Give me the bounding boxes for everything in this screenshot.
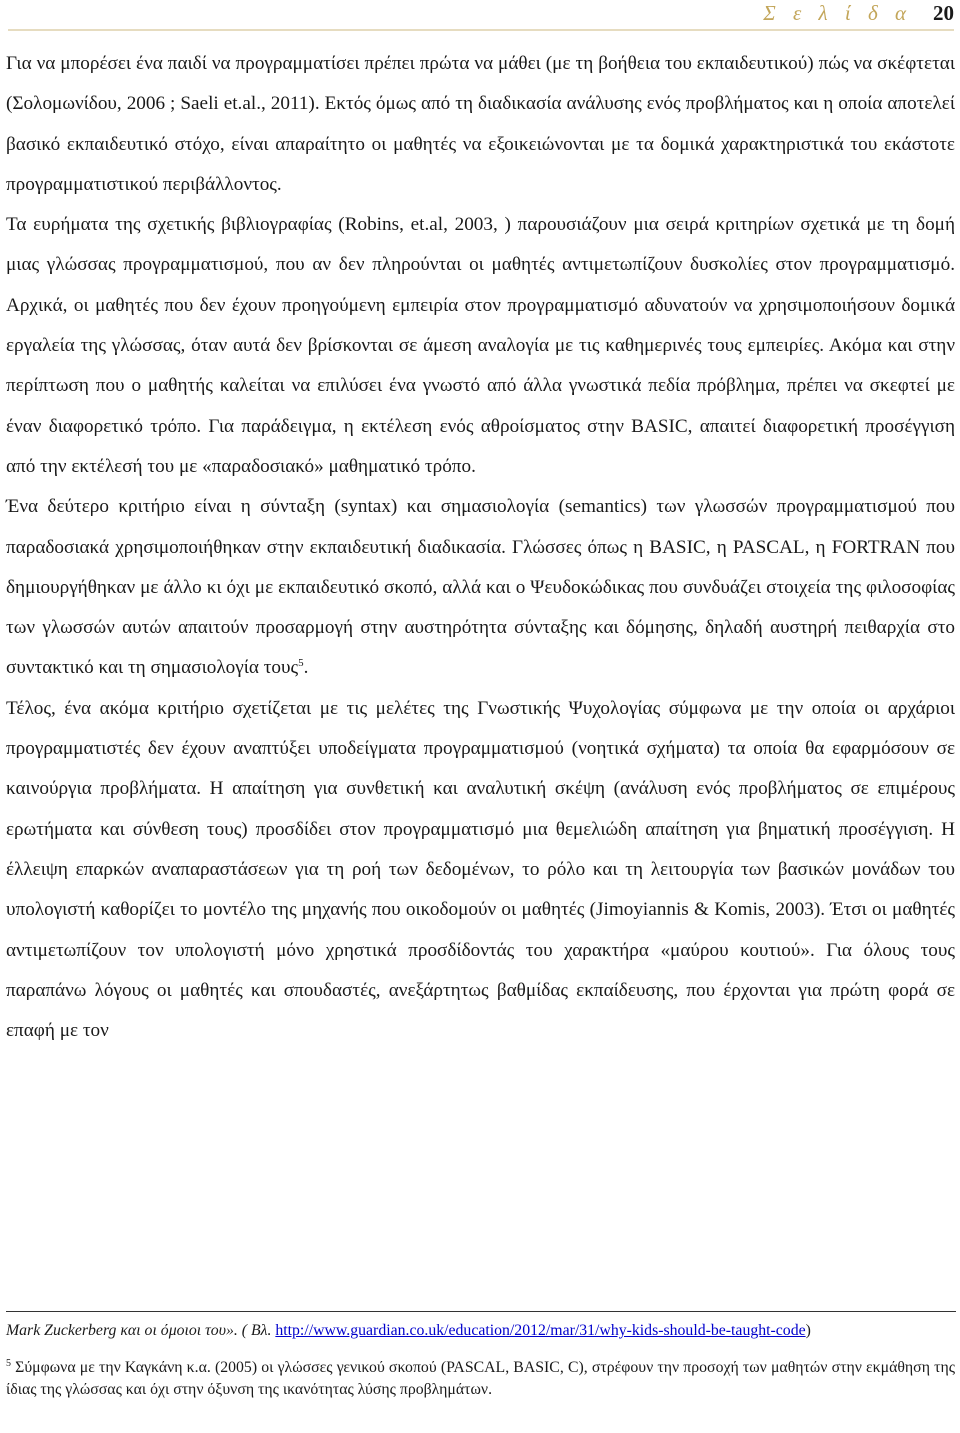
paragraph-1: Για να μπορέσει ένα παιδί να προγραμματίσει πρέπει πρώτα να μάθει (με τη βοήθεια του εκπαιδευτικού) πώς να σκέφτεται (Σολομωνίδου, 2006 ; Saeli et.al., 2011). Εκτός όμως από τη διαδικασία ανάλυσης ενός προβλήματος και η οποία αποτελεί βασικό εκπαιδευτικό στόχο, είναι απαραίτητο οι μαθητές να εξοικειώνονται με τα δομικά χαρακτηριστικά του εκάστοτε προγραμματιστικού περιβάλλοντος. bbox=[6, 53, 955, 195]
footnote-ref-5[interactable]: 5 bbox=[298, 657, 304, 670]
paragraph-3 bbox=[6, 487, 955, 688]
body-text bbox=[6, 44, 955, 1051]
footnote-5-marker: 5 bbox=[6, 1357, 11, 1369]
footnote-gap bbox=[6, 1343, 955, 1357]
paragraph-4: Τέλος, ένα ακόμα κριτήριο σχετίζεται με τις μελέτες της Γνωστικής Ψυχολογίας σύμφωνα με την οποία οι αρχάριοι προγραμματιστές δεν έχουν αναπτύξει υποδείγματα προγραμματισμού (νοητικά σχήματα) τα οποία θα εφαρμόσουν σε καινούργια προβλήματα. Η απαίτηση για συνθετική και αναλυτική σκέψη (ανάλυση ενός προβλήματος σε επιμέρους ερωτήματα και σύνθεση τους) προσδίδει στον προγραμματισμό μια θεμελιώδη απαίτηση για βηματική προσέγγιση. Η έλλειψη επαρκών αναπαραστάσεων για τη ροή των δεδομένων, το ρόλο και τη λειτουργία των βασικών μονάδων του υπολογιστή καθορίζει το μοντέλο της μηχανής που οικοδομούν οι μαθητές (Jimoyiannis & Komis, 2003). Έτσι οι μαθητές αντιμετωπίζουν τον υπολογιστή μόνο χρηστικά προσδίδοντάς του χαρακτήρα «μαύρου κουτιού». Για όλους τους παραπάνω λόγους οι μαθητές και σπουδαστές, ανεξάρτητως βαθμίδας εκπαίδευσης, που έρχονται για πρώτη φορά σε επαφή με τον bbox=[6, 697, 955, 1042]
footnotes bbox=[6, 1320, 955, 1402]
footnote-5 bbox=[6, 1357, 955, 1402]
header-divider bbox=[8, 29, 954, 31]
guardian-link[interactable]: http://www.guardian.co.uk/education/2012/mar/31/why-kids-should-be-taught-code bbox=[275, 1322, 806, 1339]
footnote-divider bbox=[6, 1311, 956, 1312]
paragraph-3-end: . bbox=[303, 657, 309, 679]
paragraph-2: Τα ευρήματα της σχετικής βιβλιογραφίας (Robins, et.al, 2003, ) παρουσιάζουν μια σειρά κριτηρίων σχετικά με τη δομή μιας γλώσσας προγραμματισμού, που αν δεν πληρούνται οι μαθητές αντιμετωπίζουν δυσκολίες στον προγραμματισμό. Αρχικά, οι μαθητές που δεν έχουν προηγούμενη εμπειρία στον προγραμματισμό αδυνατούν να χρησιμοποιήσουν δομικά εργαλεία της γλώσσας, όταν αυτά δεν βρίσκονται σε άμεση αναλογία με τις καθημερινές τους εμπειρίες. Ακόμα και στην περίπτωση που ο μαθητής καλείται να επιλύσει ένα γνωστό από άλλα γνωστικά πεδία πρόβλημα, πρέπει να σκεφτεί με έναν διαφορετικό τρόπο. Για παράδειγμα, η εκτέλεση ενός αθροίσματος στην BASIC, απαιτεί διαφορετική προσέγγιση από την εκτέλεσή του με «παραδοσιακό» μαθηματικό τρόπο. bbox=[6, 214, 955, 477]
footnote-continuation-close: ) bbox=[805, 1322, 811, 1339]
footnote-continuation bbox=[6, 1320, 955, 1343]
page-label: Σ ε λ ί δ α bbox=[763, 1, 912, 25]
footnote-continuation-text: Mark Zuckerberg και οι όμοιοι του». ( Βλ. bbox=[6, 1322, 272, 1339]
page-header bbox=[0, 0, 960, 30]
paragraph-3-text: Ένα δεύτερο κριτήριο είναι η σύνταξη (syntax) και σημασιολογία (semantics) των γλωσσών προγραμματισμού που παραδοσιακά χρησιμοποιήθηκαν στην εκπαιδευτική διαδικασία. Γλώσσες όπως η BASIC, η PASCAL, η FORTRAN που δημιουργήθηκαν με άλλο κι όχι με εκπαιδευτικό σκοπό, αλλά και ο Ψευδοκώδικας που συνδυάζει στοιχεία της φιλοσοφίας των γλωσσών αυτών απαιτούν προσαρμογή στην αυστηρότητα σύνταξης και δόμησης, δηλαδή αυστηρή πειθαρχία στο συντακτικό και τη σημασιολογία τους bbox=[6, 496, 955, 679]
page-number: 20 bbox=[933, 1, 954, 25]
footnote-5-text: Σύμφωνα με την Καγκάνη κ.α. (2005) οι γλώσσες γενικού σκοπού (PASCAL, BASIC, C), στρέφουν την προσοχή των μαθητών στην εκμάθηση της ίδιας της γλώσσας και όχι στην όξυνση της ικανότητας λύσης προβλημάτων. bbox=[6, 1358, 955, 1398]
